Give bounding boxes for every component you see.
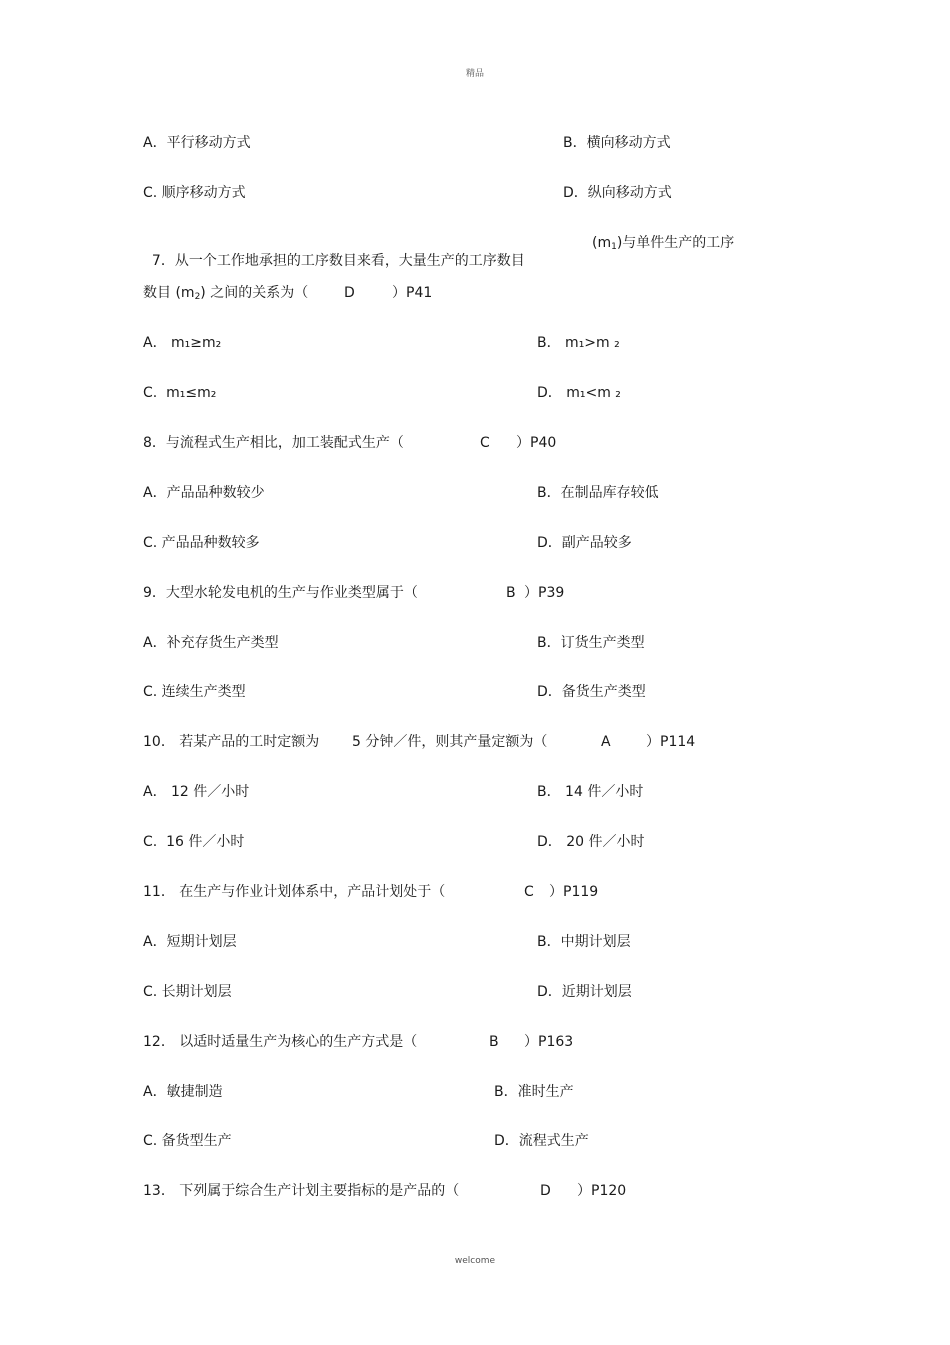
- q7-stem-line1-tail: [592, 234, 734, 256]
- q7-stem-part3: 数目 (m: [143, 285, 195, 301]
- q8-answer: C: [480, 435, 490, 451]
- q11-option-a: A．短期计划层: [143, 934, 237, 950]
- q10-option-d: D． 20 件／小时: [537, 834, 645, 850]
- q7-stem-part4: ) 之间的关系为（: [200, 285, 309, 301]
- q11-option-c: C. 长期计划层: [143, 984, 232, 1000]
- q7-option-d: D． m₁<m ₂: [537, 385, 621, 401]
- q11-stem: 11． 在生产与作业计划体系中，产品计划处于（: [143, 884, 446, 900]
- q12-page-ref: ）P163: [524, 1034, 574, 1050]
- q7-option-c: C. m₁≤m₂: [143, 385, 217, 401]
- q7-answer: D: [344, 285, 355, 301]
- q9-option-b: B．订货生产类型: [537, 635, 645, 651]
- q8-option-b: B．在制品库存较低: [537, 485, 659, 501]
- q12-stem: 12． 以适时适量生产为核心的生产方式是（: [143, 1034, 418, 1050]
- q9-option-d: D．备货生产类型: [537, 684, 646, 700]
- q6-option-b: B．横向移动方式: [563, 135, 671, 151]
- q7-sub2: 2: [194, 292, 201, 302]
- q10-option-b: B． 14 件／小时: [537, 784, 644, 800]
- q7-m-open: (m: [592, 235, 612, 251]
- q8-stem: 8．与流程式生产相比，加工装配式生产（: [143, 435, 404, 451]
- page-header: 精品: [465, 69, 484, 79]
- q10-option-a: A． 12 件／小时: [143, 784, 250, 800]
- q13-page-ref: ）P120: [577, 1183, 627, 1199]
- q11-answer: C: [524, 884, 534, 900]
- q10-stem-part2: 5 分钟／件，则其产量定额为（: [352, 734, 548, 750]
- q9-page-ref: ）P39: [524, 585, 565, 601]
- q10-answer: A: [601, 734, 611, 750]
- q12-answer: B: [489, 1034, 499, 1050]
- q12-option-a: A．敏捷制造: [143, 1084, 223, 1100]
- q12-option-b: B．准时生产: [494, 1084, 574, 1100]
- q11-option-b: B．中期计划层: [537, 934, 631, 950]
- q11-page-ref: ）P119: [549, 884, 599, 900]
- page-footer: welcome: [454, 1256, 496, 1266]
- q9-answer: B: [506, 585, 516, 601]
- q7-sub1: 1: [611, 242, 617, 252]
- q12-option-c: C. 备货型生产: [143, 1133, 232, 1149]
- q8-option-a: A．产品品种数较少: [143, 485, 265, 501]
- q10-stem-part1: 10． 若某产品的工时定额为: [143, 734, 320, 750]
- q7-option-a: A． m₁≥m₂: [143, 335, 222, 351]
- q8-option-d: D．副产品较多: [537, 535, 632, 551]
- q9-option-a: A．补充存货生产类型: [143, 635, 279, 651]
- q13-stem: 13． 下列属于综合生产计划主要指标的是产品的（: [143, 1183, 460, 1199]
- q10-page-ref: ）P114: [646, 734, 696, 750]
- q6-option-a: A．平行移动方式: [143, 135, 251, 151]
- q9-option-c: C. 连续生产类型: [143, 684, 246, 700]
- q8-option-c: C. 产品品种数较多: [143, 535, 260, 551]
- q11-option-d: D．近期计划层: [537, 984, 632, 1000]
- q6-option-d: D．纵向移动方式: [563, 185, 672, 201]
- q6-option-c: C. 顺序移动方式: [143, 185, 246, 201]
- q7-stem-line2: [143, 284, 308, 306]
- q12-option-d: D．流程式生产: [494, 1133, 589, 1149]
- q13-answer: D: [540, 1183, 551, 1199]
- q7-stem-part1: 7．从一个工作地承担的工序数目来看，大量生产的工序数目: [151, 253, 525, 269]
- q7-page-ref: ）P41: [392, 285, 433, 301]
- q9-stem: 9．大型水轮发电机的生产与作业类型属于（: [143, 585, 418, 601]
- q7-option-b: B． m₁>m ₂: [537, 335, 620, 351]
- q7-stem-part2: )与单件生产的工序: [616, 235, 735, 251]
- q7-stem-line1: [143, 234, 525, 270]
- q10-option-c: C. 16 件／小时: [143, 834, 245, 850]
- q8-page-ref: ）P40: [516, 435, 557, 451]
